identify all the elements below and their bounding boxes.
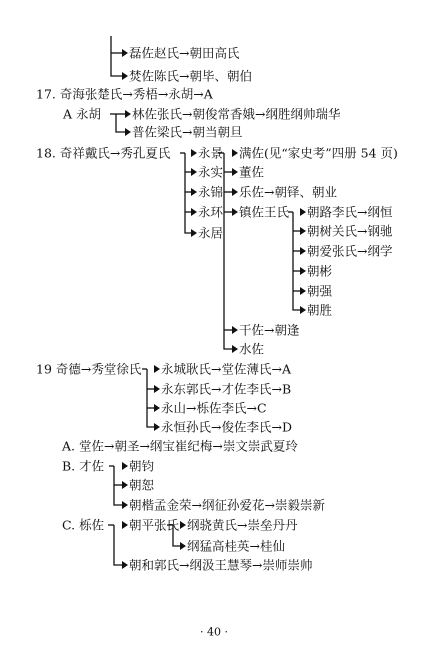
entry-yongju: 永居 <box>198 225 224 241</box>
entry-manzuo: 满佐(见“家史考”四册 54 页) <box>239 145 398 161</box>
entry-yongheng-sun: 永恒孙氏→俊佐李氏→D <box>161 419 292 435</box>
entry-chaosheng: 朝胜 <box>307 302 333 318</box>
entry-chaoshu: 朝恕 <box>129 477 155 493</box>
entry-a-tangzuo: A. 堂佐→朝圣→纲宝崔纪梅→崇文崇武夏玲 <box>62 438 298 454</box>
entry-chaobin: 朝彬 <box>307 263 333 279</box>
entry-chaoqiang: 朝强 <box>307 283 333 299</box>
section-19-heading: 19 奇德→秀堂徐氏 <box>36 361 142 377</box>
entry-gangmeng-gao: 纲猛高桂英→桂仙 <box>187 538 285 554</box>
entry-yongshan: 永山→栎佐李氏→C <box>161 400 267 416</box>
entry-chaolu-li: 朝路李氏→纲恒 <box>307 204 393 220</box>
section-17-heading: 17. 奇海张楚氏→秀梧→永胡→A <box>36 86 213 102</box>
entry-b-caizuo: B. 才佐 <box>62 458 105 474</box>
entry-puzuo-liang: 普佐梁氏→朝当朝旦 <box>132 124 243 140</box>
entry-gangxiao-huang: 纲骁黄氏→崇垒丹丹 <box>187 517 298 533</box>
entry-chaoping-zhang: 朝平张氏 <box>129 517 180 533</box>
page-number: · 40 · <box>200 625 228 639</box>
entry-zhenzuo-wang: 镇佐王氏 <box>239 204 290 220</box>
entry-fenzuo-chen: 焚佐陈氏→朝毕、朝伯 <box>129 68 252 84</box>
entry-yongjin: 永锦 <box>198 184 224 200</box>
entry-yongjing: 永景 <box>198 145 224 161</box>
entry-c-lizuo: C. 栎佐 <box>62 517 105 533</box>
entry-yongcheng-geng: 永城耿氏→堂佐薄氏→A <box>161 361 291 377</box>
section-18-heading: 18. 奇祥戴氏→秀孔夏氏 <box>36 145 171 161</box>
entry-chaohe-guo: 朝和郭氏→纲汲王慧琴→崇师崇帅 <box>129 557 313 573</box>
entry-leizuo-zhao: 磊佐赵氏→朝田高氏 <box>129 45 240 61</box>
entry-dongzuo: 董佐 <box>239 164 265 180</box>
entry-chaoshu-guan: 朝树关氏→钢驰 <box>307 223 393 239</box>
entry-lezuo: 乐佐→朝铎、朝业 <box>239 184 337 200</box>
entry-chaokai-meng: 朝楷孟金荣→纲征孙爱花→崇毅崇新 <box>129 497 325 513</box>
entry-yonghuan: 永环 <box>198 204 224 220</box>
entry-yongdong-guo: 永东郭氏→才佐李氏→B <box>161 381 292 397</box>
entry-yongshi: 永实 <box>198 164 224 180</box>
entry-chaoai-zhang: 朝爱张氏→纲学 <box>307 243 393 259</box>
entry-chaojun: 朝钧 <box>129 458 155 474</box>
entry-shuizuo: 水佐 <box>239 341 265 357</box>
entry-linzuo-zhang: 林佐张氏→朝俊常香娥→纲胜纲帅瑞华 <box>132 106 341 122</box>
entry-a-yonghu: A 永胡 <box>63 106 102 122</box>
entry-ganzuo: 干佐→朝逢 <box>239 322 300 338</box>
